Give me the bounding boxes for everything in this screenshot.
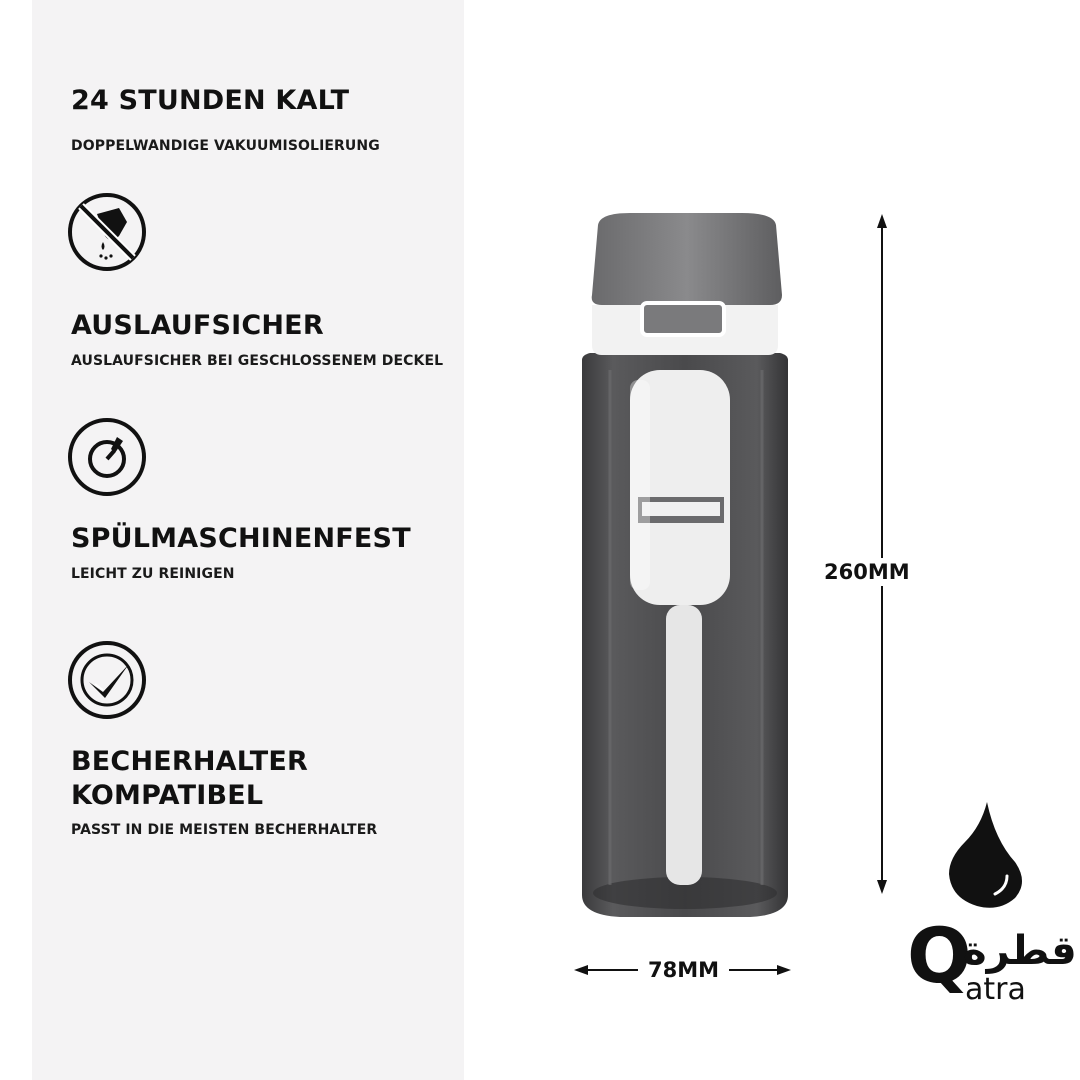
brand-logo [905, 800, 1077, 1010]
feature-subtitle-dishwasher: LEICHT ZU REINIGEN [71, 566, 235, 582]
feature-subtitle-cold: DOPPELWANDIGE VAKUUMISOLIERUNG [71, 138, 380, 154]
logo-arabic-text: قطرة [963, 928, 1077, 974]
feature-subtitle-leakproof: AUSLAUFSICHER BEI GESCHLOSSENEM DECKEL [71, 353, 444, 369]
feature-title-cupholder-2: KOMPATIBEL [71, 780, 264, 811]
feature-title-dishwasher: SPÜLMASCHINENFEST [71, 523, 411, 554]
feature-title-cupholder-1: BECHERHALTER [71, 746, 308, 777]
water-drop-icon [937, 800, 1027, 910]
logo-latin-text: atra [965, 972, 1026, 1007]
height-dimension-label: 260MM [820, 558, 914, 586]
feature-title-cold: 24 STUNDEN KALT [71, 85, 350, 116]
feature-title-leakproof: AUSLAUFSICHER [71, 310, 324, 341]
width-dimension-label: 78MM [638, 956, 729, 984]
logo-q-letter: Q [907, 911, 972, 1000]
feature-subtitle-cupholder: PASST IN DIE MEISTEN BECHERHALTER [71, 822, 378, 838]
